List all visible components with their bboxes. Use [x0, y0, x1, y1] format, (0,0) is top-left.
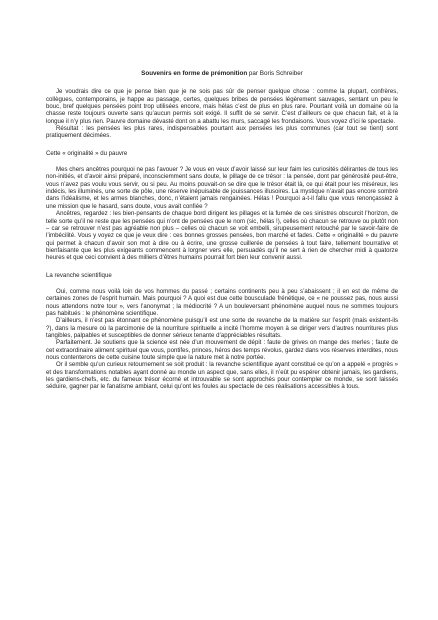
title-main: Souvenirs en forme de prémonition	[141, 70, 248, 77]
intro-paragraph-1: Je voudrais dire ce que je pense bien que je ne sois pas sûr de penser quelque chose : comme la plupart, confrères, collègues, contemporains, je happe au passage, certes, quelques bribes de pensées légèrement sauvages, sentant un peu le bouc, bref quelques pensées point trop utilisées encore, mais hélas c’est de plus en plus rare. Pourtant voilà un domaine où la chasse reste toujours ouverte sans qu’aucun permis soit exigé. Il suffit de se servir. C’est d’ailleurs ce que chacun fait, et à la longue il n’y plus rien. Pauvre domaine dévasté dont on a abattu les murs, saccagé les frondaisons. Vous voyez d’ici le spectacle.	[46, 88, 398, 125]
section1-paragraph-1: Mes chers ancêtres pourquoi ne pas l’avouer ? Je vous en veux d’avoir laissé sur leur faim les curiosités délirantes de tous les non-initiés, et d’avoir ainsi préparé, inconsciemment sans doute, le pillage de ce trésor : la pensée, dont par générosité peut-être, vous n’avez pas voulu vous servir, ou si peu. Au moins pouvait-on se dire que le trésor était là, ce qui était pour les miséreux, les indécis, les illuminés, une sorte de pôle, une réserve inépuisable de jouissances illusoires. La mystique n’avait pas encore sombré dans l’idéalisme, et les armes blanches, donc, n’étaient jamais rengainées. Hélas ! Pourquoi a-t-il fallu que vous renonçassiez à une mission que le hasard, sans doute, vous avait confiée ?	[46, 166, 398, 210]
document-title	[46, 70, 398, 77]
title-byline: par Boris Schreiber	[247, 70, 303, 77]
section-heading-revanche: La revanche scientifique	[46, 271, 112, 279]
section2-paragraph-1: Oui, comme nous voilà loin de vos hommes du passé ; certains continents peu à peu s’abaissent ; il en est de même de certaines zones de l’esprit humain. Mais pourquoi ? A quoi est due cette bousculade frénétique, ce « ne poussez pas, nous aussi nous attendons notre tour », vers l’anonymat ; la médiocrité ? A un bouleversant phénomène auquel nous ne sommes toujours pas habitués : le phénomène scientifique.	[46, 287, 398, 317]
section2-paragraph-2: D’ailleurs, il n’est pas étonnant ce phénomène puisqu’il est une sorte de revanche de la matière sur l’esprit (mais existent-ils ?), dans la mesure où la parcimonie de la nourriture spirituelle a incité l’homme moyen à se diriger vers d’autres nourritures plus tangibles, palpables et susceptibles de donner sérieux tenante d’appréciables résultats.	[46, 317, 398, 339]
section-heading-originalite: Cette « originalité » du pauvre	[46, 149, 128, 157]
section1-paragraph-2: Ancêtres, regardez : les bien-pensants de chaque bord dirigent les pillages et la fumée de ces sinistres obscurcit l’horizon, de telle sorte qu’il ne reste que les pensées qui n’ont de pensées que le nom (sic, hélas !), celles où chacun se retrouve ou plutôt non – car se retrouver n’est pas agréable non plus – celles où chacun se voit embelli, sirupeusement retouché par le savoir-faire de l’imbécilité. Vous y voyez ce que je veux dire : ces bonnes grosses pensées, bon marché et fades. Cette « originalité » du pauvre qui permet à chacun d’avoir son mot à dire ou à écrire, une grosse cuillerée de pensées à tout faire, tellement bourrative et bienfaisante que les plus exigeants commencent à lorgner vers elle, persuadés qu’il ne sert à rien de chercher midi à quatorze heures et que ceci convient à des milliers d’êtres humains pourrait fort bien leur convenir aussi.	[46, 210, 398, 262]
intro-paragraph-2: Résultat : les pensées les plus rares, indispensables pourtant aux pensées les plus communes (car tout se tient) sont pratiquement décimées.	[46, 125, 398, 140]
section2-paragraph-4: Or il semble qu’un curieux retournement se soit produit : la revanche scientifique ayant constitué ce qu’on a appelé « progrès » et des transformations notables ayant donné au monde un aspect que, sans elles, il n’eût pu espérer obtenir jamais, les gardiens, les gardiens-chefs, etc. du fameux trésor écorné et introuvable se sont approchés pour contempler ce monde, se sont laissés séduire, gagner par le fanatisme ambiant, celui qu’ont les foules au spectacle de ces réalisations accessibles à tous.	[46, 361, 398, 391]
section2-paragraph-3: Parfaitement. Je soutiens que la science est née d’un mouvement de dépit : faute de grives on mange des merles ; faute de cet extraordinaire aliment spirituel que vous, pontifes, princes, héros des temps révolus, gardez dans vos réserves interdites, nous nous contenterons de cette cuisine toute simple que la nature met à notre portée.	[46, 339, 398, 361]
